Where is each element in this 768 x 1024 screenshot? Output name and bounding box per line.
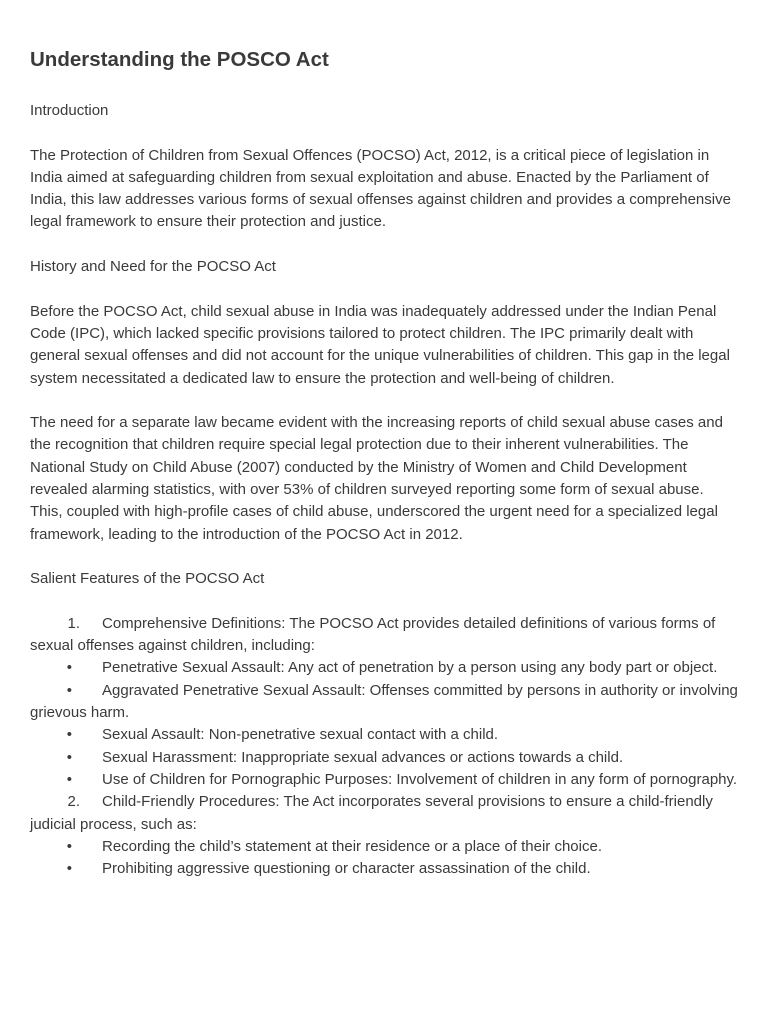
- list-item: [30, 858, 738, 880]
- list-item-text: Child-Friendly Procedures: The Act incorporates several provisions to ensure a child-friendly judicial process, such as:: [30, 793, 713, 833]
- list-item-text: Penetrative Sexual Assault: Any act of penetration by a person using any body part or object.: [102, 659, 718, 677]
- list-item-text: Recording the child’s statement at their residence or a place of their choice.: [102, 837, 602, 855]
- list-item: [30, 747, 738, 769]
- bullet-marker: •: [66, 837, 72, 855]
- list-item-text: Aggravated Penetrative Sexual Assault: Offenses committed by persons in authority or involving grievous harm.: [30, 681, 738, 722]
- document-title: Understanding the POSCO Act: [30, 48, 329, 71]
- list-item-text: Use of Children for Pornographic Purposes: Involvement of children in any form of pornography.: [102, 770, 738, 788]
- paragraph-history-2: The need for a separate law became evident with the increasing reports of child sexual abuse cases and the recognition that children require special legal protection due to their inherent vulnerabilities. The National Study on Child Abuse (2007) conducted by the Ministry of Women and Child Development revealed alarming statistics, with over 53% of children surveyed reporting some form of sexual abuse. This, coupled with high-profile cases of child abuse, underscored the urgent need for a specialized legal framework, leading to the introduction of the POCSO Act in 2012.: [30, 414, 723, 543]
- list-item: [30, 791, 738, 836]
- list-marker: 2.: [67, 793, 80, 811]
- bullet-marker: •: [66, 860, 72, 878]
- bullet-marker: •: [66, 659, 72, 677]
- section-heading-salient-features: Salient Features of the POCSO Act: [30, 570, 265, 588]
- paragraph-history-1: Before the POCSO Act, child sexual abuse in India was inadequately addressed under the Indian Penal Code (IPC), which lacked specific provisions tailored to protect children. The IPC primarily dealt with general sexual offenses and did not account for the unique vulnerabilities of children. This gap in the legal system necessitated a dedicated law to ensure the protection and well-being of children.: [30, 302, 730, 387]
- list-item: [30, 769, 738, 791]
- list-item: [30, 613, 738, 658]
- section-heading-history: History and Need for the POCSO Act: [30, 258, 276, 276]
- list-item: [30, 724, 738, 746]
- section-heading-introduction: Introduction: [30, 102, 109, 119]
- list-item: [30, 657, 738, 679]
- bullet-marker: •: [66, 770, 72, 788]
- list-item: [30, 836, 738, 858]
- bullet-marker: •: [66, 681, 72, 699]
- bullet-marker: •: [66, 726, 72, 744]
- paragraph-introduction: The Protection of Children from Sexual Offences (POCSO) Act, 2012, is a critical piece of legislation in India aimed at safeguarding children from sexual exploitation and abuse. Enacted by the Parliament of India, this law addresses various forms of sexual offenses against children and provides a comprehensive legal framework to ensure their protection and justice.: [30, 146, 731, 231]
- list-item-text: Comprehensive Definitions: The POCSO Act provides detailed definitions of various forms of sexual offenses against children, including:: [30, 614, 716, 655]
- list-marker: 1.: [67, 614, 80, 632]
- features-list: [30, 613, 738, 881]
- list-item-text: Sexual Harassment: Inappropriate sexual advances or actions towards a child.: [102, 748, 624, 766]
- bullet-marker: •: [66, 748, 72, 766]
- list-item-text: Sexual Assault: Non-penetrative sexual contact with a child.: [102, 726, 499, 744]
- list-item: [30, 680, 738, 725]
- list-item-text: Prohibiting aggressive questioning or character assassination of the child.: [102, 860, 591, 878]
